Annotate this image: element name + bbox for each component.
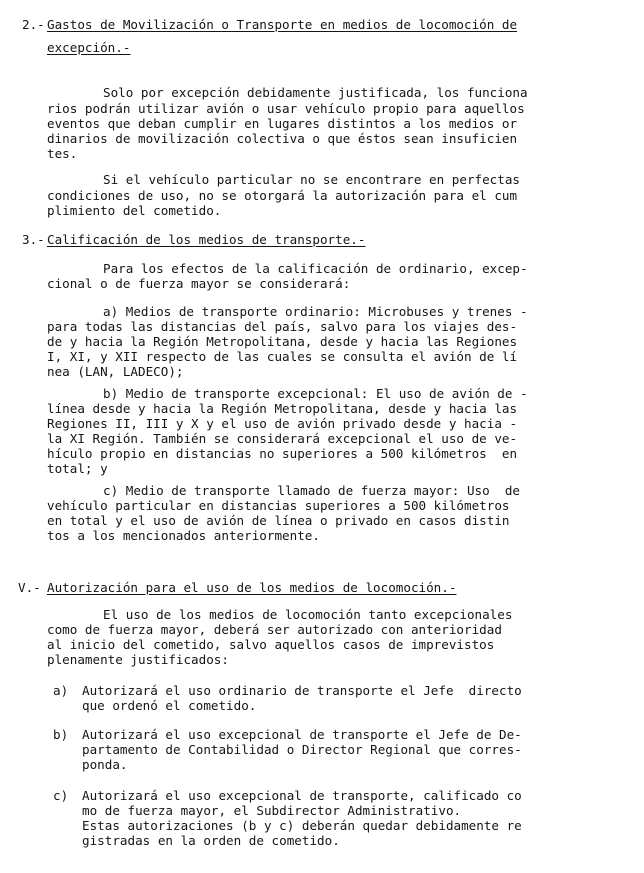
paragraph-line: cional o de fuerza mayor se considerará: — [47, 276, 351, 291]
item-b-line: línea desde y hacia la Región Metropolitana, desde y hacia las — [47, 401, 518, 416]
section-2-title-line-1: Gastos de Movilización o Transporte en medios de locomoción de — [47, 17, 518, 32]
paragraph-line: como de fuerza mayor, deberá ser autorizado con anterioridad — [47, 622, 502, 637]
list-item-line: Autorizará el uso ordinario de transporte el Jefe directo — [82, 683, 522, 698]
paragraph-line: al inicio del cometido, salvo aquellos casos de imprevistos — [47, 637, 495, 652]
item-a-line: nea (LAN, LADECO); — [47, 364, 184, 379]
list-item-marker: c) — [53, 788, 69, 803]
paragraph-line: tes. — [47, 146, 78, 161]
paragraph-line: El uso de los medios de locomoción tanto excepcionales — [103, 607, 513, 622]
list-item-line: ponda. — [82, 757, 128, 772]
list-item-line: Estas autorizaciones (b y c) deberán quedar debidamente re — [82, 818, 522, 833]
paragraph-line: Solo por excepción debidamente justificada, los funciona — [103, 85, 528, 100]
section-5-title: Autorización para el uso de los medios de locomoción.- — [47, 580, 457, 595]
section-2-title-line-2: excepción.- — [47, 40, 131, 55]
paragraph-line: plenamente justificados: — [47, 652, 229, 667]
list-item-line: mo de fuerza mayor, el Subdirector Administrativo. — [82, 803, 462, 818]
paragraph-line: condiciones de uso, no se otorgará la autorización para el cum — [47, 188, 518, 203]
item-a-line: I, XI, y XII respecto de las cuales se consulta el avión de lí — [47, 349, 518, 364]
item-b-line: total; y — [47, 461, 108, 476]
paragraph-line: rios podrán utilizar avión o usar vehículo propio para aquellos — [47, 101, 525, 116]
section-5-number: V.- — [18, 580, 41, 595]
item-b-line: Regiones II, III y X y el uso de avión privado desde y hacia - — [47, 416, 518, 431]
list-item-marker: b) — [53, 727, 69, 742]
list-item-line: Autorizará el uso excepcional de transporte, calificado co — [82, 788, 522, 803]
item-c-line: c) Medio de transporte llamado de fuerza mayor: Uso de — [103, 483, 521, 498]
paragraph-line: eventos que deban cumplir en lugares distintos a los medios or — [47, 116, 518, 131]
item-c-line: tos a los mencionados anteriormente. — [47, 528, 320, 543]
list-item-line: que ordenó el cometido. — [82, 698, 257, 713]
paragraph-line: dinarios de movilización colectiva o que éstos sean insuficien — [47, 131, 518, 146]
item-c-line: en total y el uso de avión de línea o privado en casos distin — [47, 513, 510, 528]
item-b-line: b) Medio de transporte excepcional: El uso de avión de - — [103, 386, 528, 401]
paragraph-line: plimiento del cometido. — [47, 203, 222, 218]
list-item-marker: a) — [53, 683, 69, 698]
section-2-number: 2.- — [22, 17, 45, 32]
item-c-line: vehículo particular en distancias superiores a 500 kilómetros — [47, 498, 510, 513]
item-b-line: la XI Región. También se considerará excepcional el uso de ve- — [47, 431, 518, 446]
item-a-line: de y hacia la Región Metropolitana, desde y hacia las Regiones — [47, 334, 518, 349]
item-a-line: para todas las distancias del país, salvo para los viajes des- — [47, 319, 518, 334]
list-item-line: Autorizará el uso excepcional de transporte el Jefe de De- — [82, 727, 522, 742]
list-item-line: partamento de Contabilidad o Director Regional que corres- — [82, 742, 522, 757]
list-item-line: gistradas en la orden de cometido. — [82, 833, 340, 848]
item-a-line: a) Medios de transporte ordinario: Microbuses y trenes - — [103, 304, 528, 319]
paragraph-line: Si el vehículo particular no se encontrare en perfectas — [103, 172, 521, 187]
section-3-number: 3.- — [22, 232, 45, 247]
item-b-line: hículo propio en distancias no superiores a 500 kilómetros en — [47, 446, 518, 461]
paragraph-line: Para los efectos de la calificación de ordinario, excep- — [103, 261, 528, 276]
section-3-title: Calificación de los medios de transporte.- — [47, 232, 366, 247]
